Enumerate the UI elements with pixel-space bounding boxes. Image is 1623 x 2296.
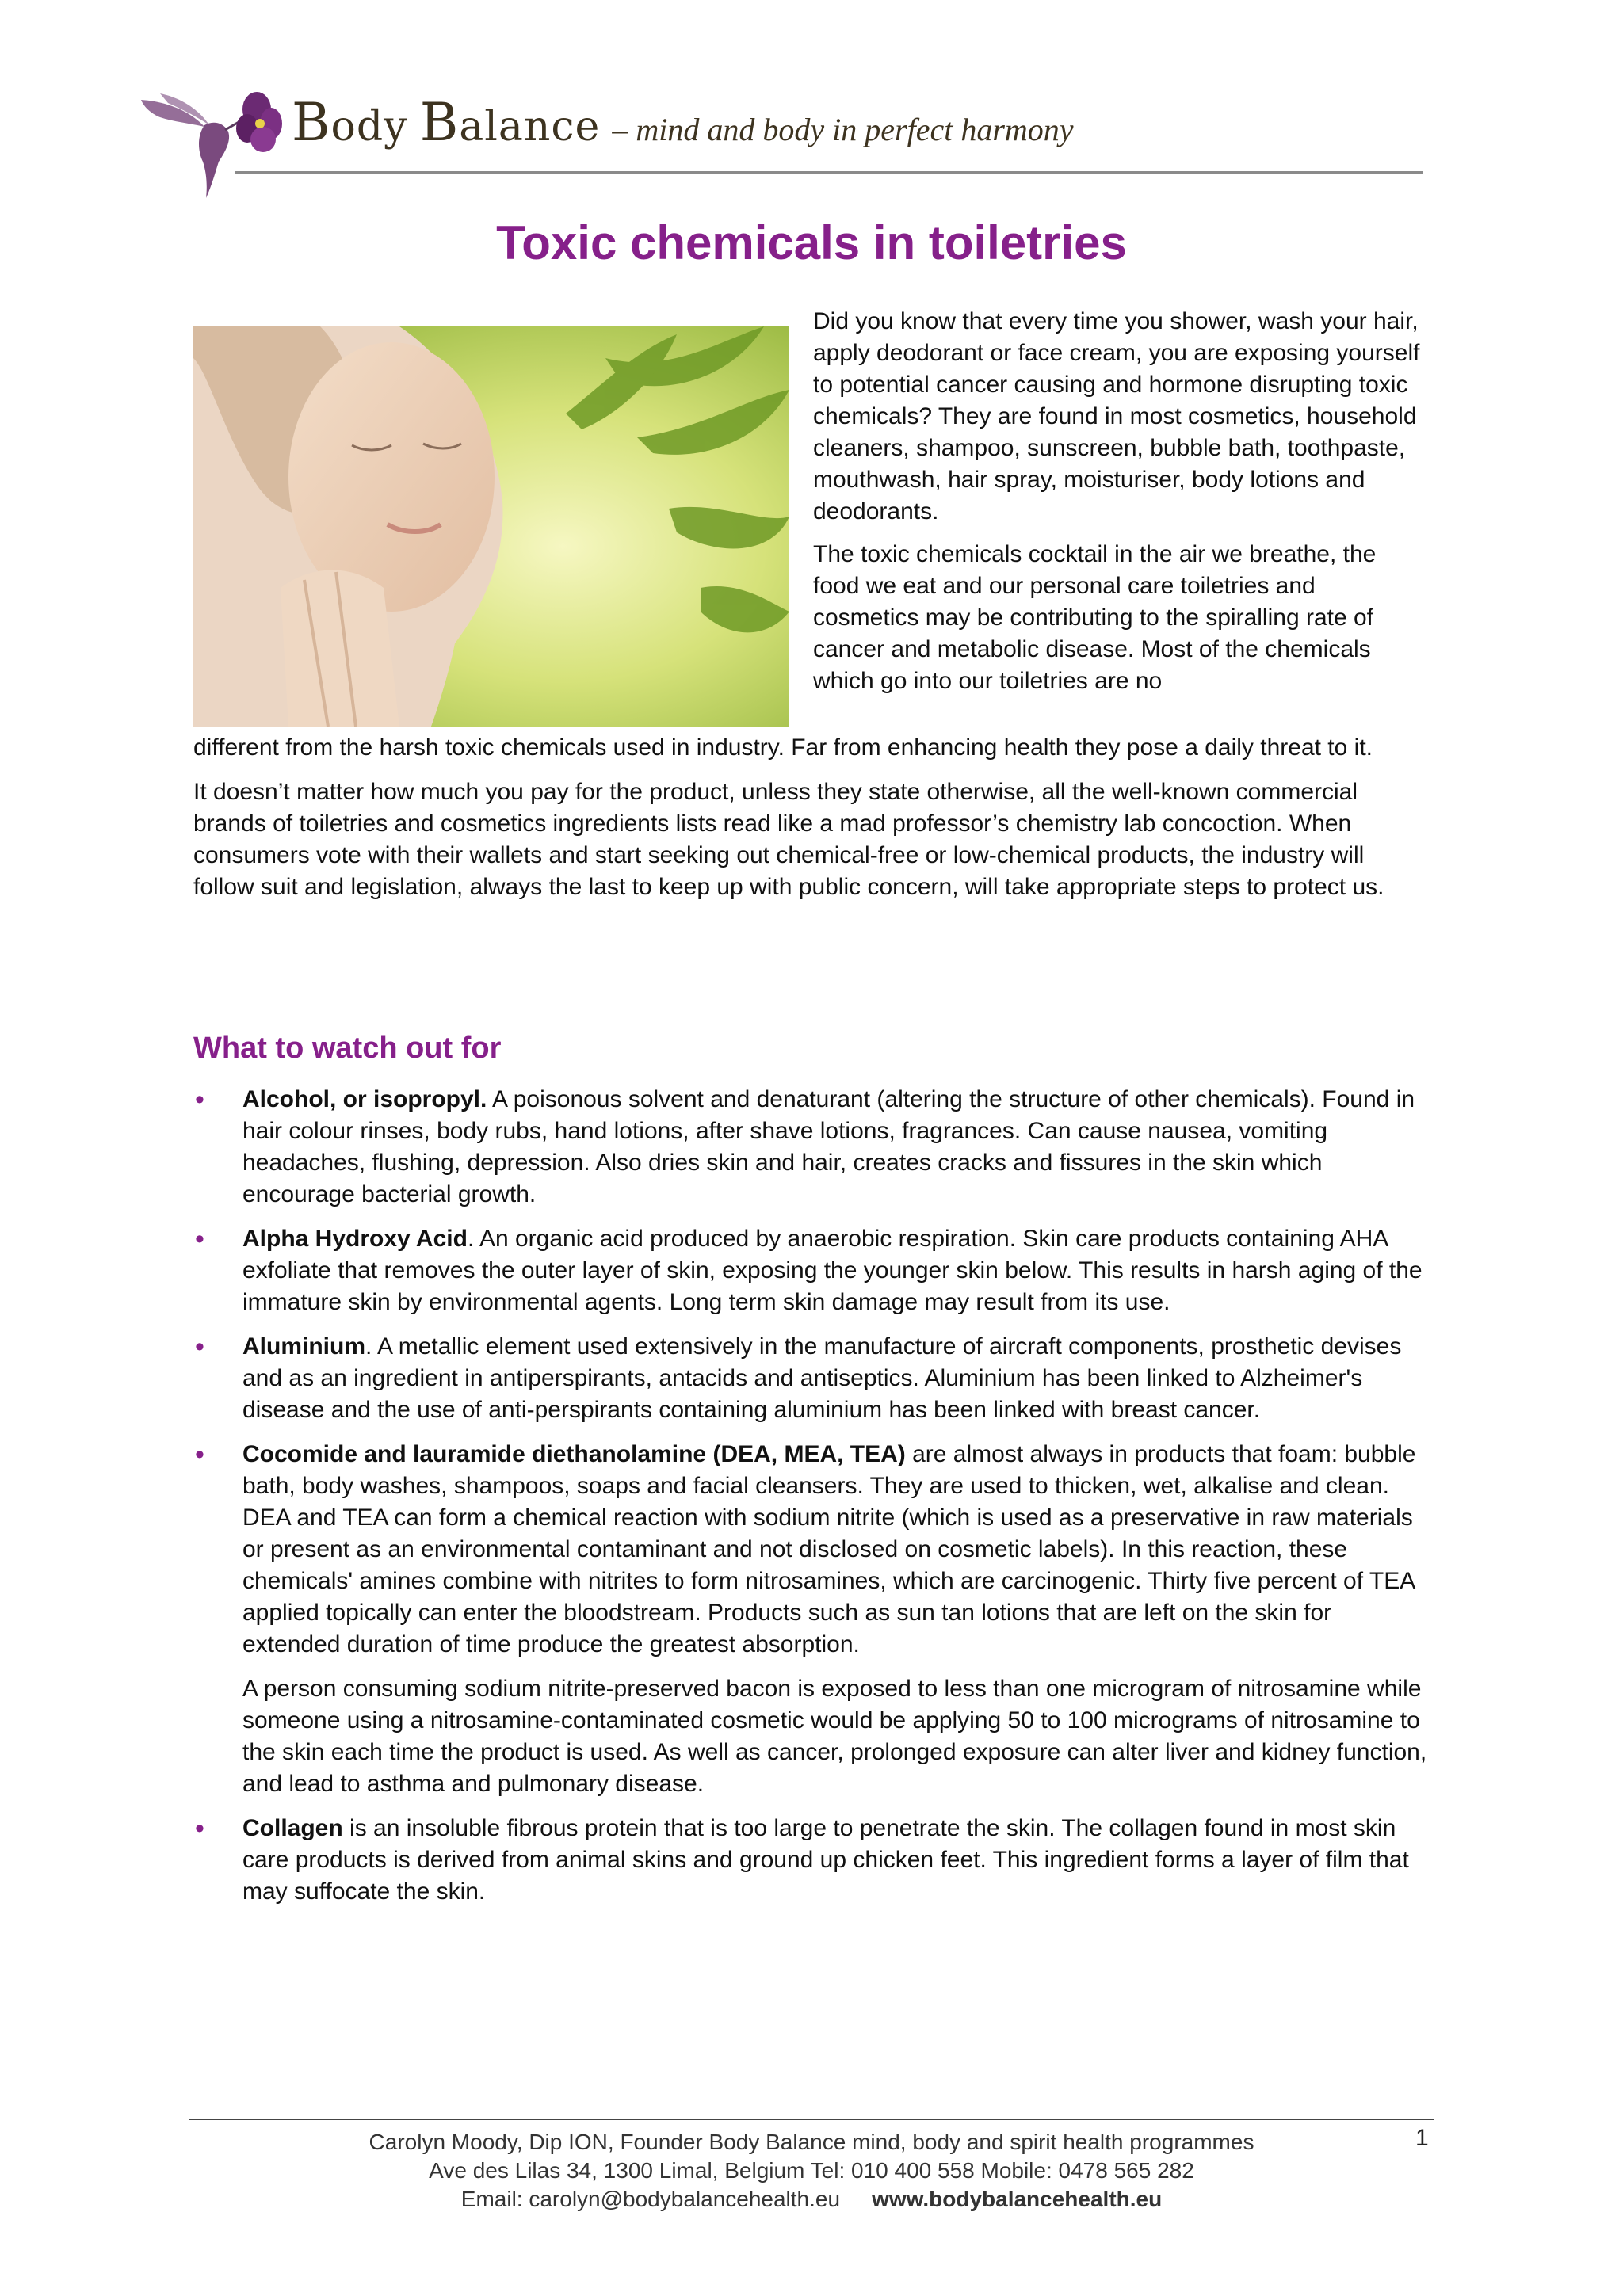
footer-divider (189, 2119, 1434, 2120)
ingredient-description: . A metallic element used extensively in the manufacture of aircraft components, prosthetic devises and as an ingredient in antiperspirants, antacids and antiseptics. Aluminium has been linked to Alzheimer's disease and the use of anti-perspirants containing aluminium has been linked with breast cancer. (242, 1333, 1402, 1423)
page-number: 1 (1415, 2125, 1429, 2151)
list-item (193, 1084, 1434, 1211)
footer-website-link[interactable]: www.bodybalancehealth.eu (872, 2187, 1163, 2211)
ingredient-term: Cocomide and lauramide diethanolamine (DEA, MEA, TEA) (242, 1441, 906, 1467)
bullet-icon: • (195, 1440, 204, 1470)
hummingbird-flower-logo (136, 86, 282, 204)
intro-continued (193, 732, 1430, 916)
bullet-icon: • (195, 1085, 204, 1115)
intro-paragraph-1: Did you know that every time you shower, wash your hair, apply deodorant or face cream, you are exposing yourself to potential cancer causing and hormone disrupting toxic chemicals? They are found in most cosmetics, household cleaners, shampoo, sunscreen, bubble bath, toothpaste, mouthwash, hair spray, moisturiser, body lotions and deodorants. (813, 308, 1420, 524)
intro-column (813, 306, 1425, 708)
header-divider (235, 171, 1423, 174)
footer-address-line: Ave des Lilas 34, 1300 Limal, Belgium Tel: 010 400 558 Mobile: 0478 565 282 (429, 2158, 1194, 2183)
ingredient-description: . An organic acid produced by anaerobic respiration. Skin care products containing AHA exfoliate that removes the outer layer of skin, exposing the younger skin below. This results in harsh aging of the immature skin by environmental agents. Long term skin damage may result from its use. (242, 1226, 1423, 1315)
bullet-icon: • (195, 1332, 204, 1362)
page-title: Toxic chemicals in toiletries (496, 216, 1127, 269)
list-item (193, 1331, 1434, 1426)
intro-paragraph-3: It doesn’t matter how much you pay for the product, unless they state otherwise, all the well-known commercial brands of toiletries and cosmetics ingredients lists read like a mad professor’s chemistry lab concoction. When consumers vote with their wallets and start seeking out chemical-free or low-chemical products, the industry will follow suit and legislation, always the last to keep up with public concern, will take appropriate steps to protect us. (193, 779, 1384, 900)
list-item (193, 1439, 1434, 1800)
ingredient-description: is an insoluble fibrous protein that is too large to penetrate the skin. The collagen found in most skin care products is derived from animal skins and ground up chicken feet. This ingredient forms a layer of film that may suffocate the skin. (242, 1815, 1409, 1905)
brand-header (292, 92, 1074, 153)
brand-tagline: – mind and body in perfect harmony (612, 112, 1074, 147)
ingredient-description: A poisonous solvent and denaturant (altering the structure of other chemicals). Found in hair colour rinses, body rubs, hand lotions, after shave lotions, fragrances. Can cause nausea, vomiting headaches, flushing, depression. Also dries skin and hair, creates cracks and fissures in the skin which encourage bacterial growth. (242, 1086, 1415, 1207)
brand-name-body: Body (292, 92, 408, 153)
bullet-icon: • (195, 1814, 204, 1844)
footer-author-line: Carolyn Moody, Dip ION, Founder Body Balance mind, body and spirit health programmes (369, 2130, 1254, 2154)
footer-email[interactable]: Email: carolyn@bodybalancehealth.eu (460, 2187, 841, 2211)
ingredient-term: Collagen (242, 1815, 343, 1841)
ingredient-term: Alcohol, or isopropyl. (242, 1086, 487, 1112)
intro-paragraph-2-start: The toxic chemicals cocktail in the air we breathe, the food we eat and our personal care toiletries and cosmetics may be contributing to the spiralling rate of cancer and metabolic disease. Most of the chemicals which go into our toiletries are no (813, 541, 1377, 694)
section-heading: What to watch out for (193, 1032, 502, 1065)
brand-name-balance: Balance (419, 92, 601, 153)
list-item (193, 1813, 1434, 1908)
bullet-icon: • (195, 1224, 204, 1254)
ingredient-term: Aluminium (242, 1333, 365, 1360)
ingredient-description: are almost always in products that foam: bubble bath, body washes, shampoos, soaps and facial cleansers. They are used to thicken, wet, alkalise and clean. DEA and TEA can form a chemical reaction with sodium nitrite (which is used as a preservative in raw materials or present as an environmental contaminant and not disclosed on cosmetic labels). In this reaction, these chemicals' amines combine with nitrites to form nitrosamines, which are carcinogenic. Thirty five percent of TEA applied topically can enter the bloodstream. Products such as sun tan lotions that are left on the skin for extended duration of time produce the greatest absorption. (242, 1441, 1416, 1657)
ingredient-list (193, 1084, 1434, 1920)
ingredient-extra-paragraph: A person consuming sodium nitrite-preserved bacon is exposed to less than one microgram of nitrosamine while someone using a nitrosamine-contaminated cosmetic would be applying 50 to 100 micrograms of nitrosamine to the skin each time the product is used. As well as cancer, prolonged exposure can alter liver and kidney function, and lead to asthma and pulmonary disease. (242, 1676, 1427, 1797)
footer (0, 2128, 1623, 2214)
woman-face-photo (193, 326, 789, 727)
ingredient-term: Alpha Hydroxy Acid (242, 1226, 468, 1252)
footer-contact-line (0, 2185, 1623, 2214)
list-item (193, 1223, 1434, 1318)
intro-paragraph-2-end: different from the harsh toxic chemicals used in industry. Far from enhancing health they pose a daily threat to it. (193, 734, 1373, 761)
